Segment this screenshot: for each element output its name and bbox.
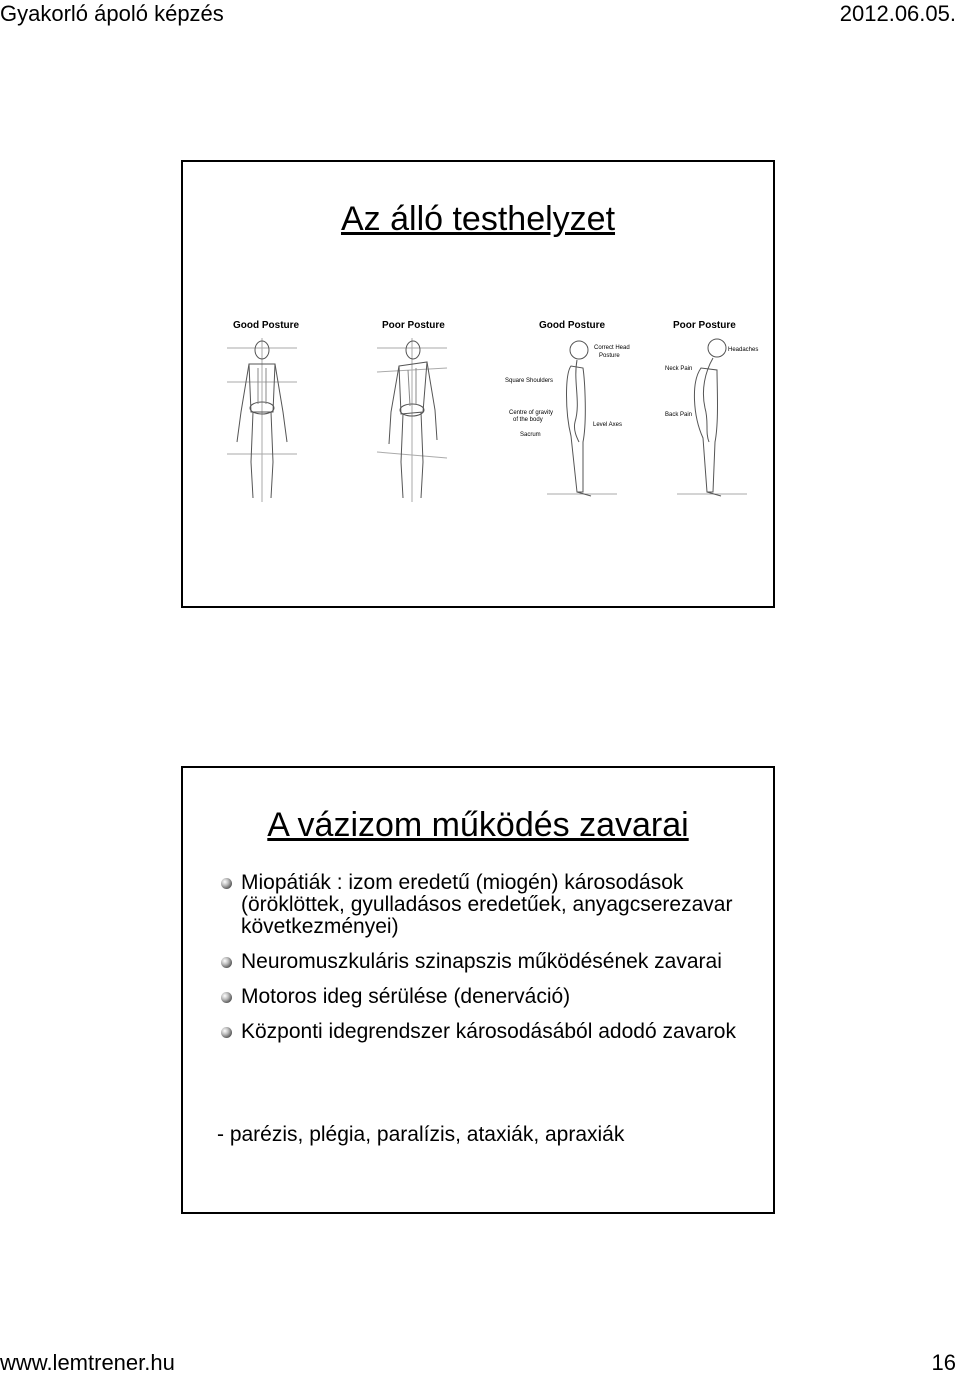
footer-website: www.lemtrener.hu	[0, 1350, 175, 1375]
anno-neck-pain: Neck Pain	[665, 366, 693, 372]
anno-correct-head: Correct Head	[594, 345, 630, 351]
anno-back-pain: Back Pain	[665, 412, 693, 418]
slide-title: A vázizom működés zavarai	[267, 806, 689, 844]
bullet-icon	[221, 992, 232, 1003]
figure-label-good-side: Good Posture	[539, 320, 606, 331]
anno-level-axes: Level Axes	[593, 422, 623, 428]
list-item	[219, 1021, 764, 1043]
anno-centre-gravity-2: of the body	[513, 417, 543, 423]
skeleton-side-poor	[677, 339, 747, 496]
slide-muscle-disorders	[181, 766, 775, 1214]
anno-square-shoulders: Square Shoulders	[505, 378, 554, 384]
slide-posture	[181, 160, 775, 608]
figure-label-poor-side: Poor Posture	[673, 320, 736, 331]
skeleton-front-poor	[377, 338, 447, 502]
figure-label-poor-front: Poor Posture	[382, 320, 445, 331]
bullet-icon	[221, 1027, 232, 1038]
consequences-line: - parézis, plégia, paralízis, ataxiák, apraxiák	[217, 1123, 625, 1146]
anno-sacrum: Sacrum	[520, 432, 541, 438]
posture-figure	[227, 312, 767, 512]
posture-drawings	[227, 312, 767, 512]
header-course-title: Gyakorló ápoló képzés	[0, 1, 224, 26]
header-date: 2012.06.05.	[839, 1, 956, 26]
list-item-text: Miopátiák : izom eredetű (miogén) károsodások (öröklöttek, gyulladásos eredetűek, anyagcserezavar következményei)	[241, 871, 733, 938]
anno-headaches: Headaches	[728, 347, 759, 353]
list-item-text: Motoros ideg sérülése (denerváció)	[241, 985, 571, 1008]
list-item	[219, 951, 764, 973]
footer-page-number: 16	[931, 1350, 956, 1375]
skeleton-side-good	[547, 341, 617, 496]
list-item	[219, 986, 764, 1008]
bullet-icon	[221, 957, 232, 968]
list-item-text: Neuromuszkuláris szinapszis működésének zavarai	[241, 950, 722, 973]
anno-centre-gravity-1: Centre of gravity	[509, 410, 554, 416]
bullet-icon	[221, 878, 232, 889]
figure-label-good-front: Good Posture	[233, 320, 300, 331]
anno-posture: Posture	[599, 353, 620, 359]
list-item-text: Központi idegrendszer károsodásából adodó zavarok	[241, 1020, 736, 1043]
list-item	[219, 872, 764, 938]
bullet-list	[219, 872, 764, 1056]
slide-title: Az álló testhelyzet	[340, 200, 616, 238]
skeleton-front-good	[227, 338, 297, 502]
